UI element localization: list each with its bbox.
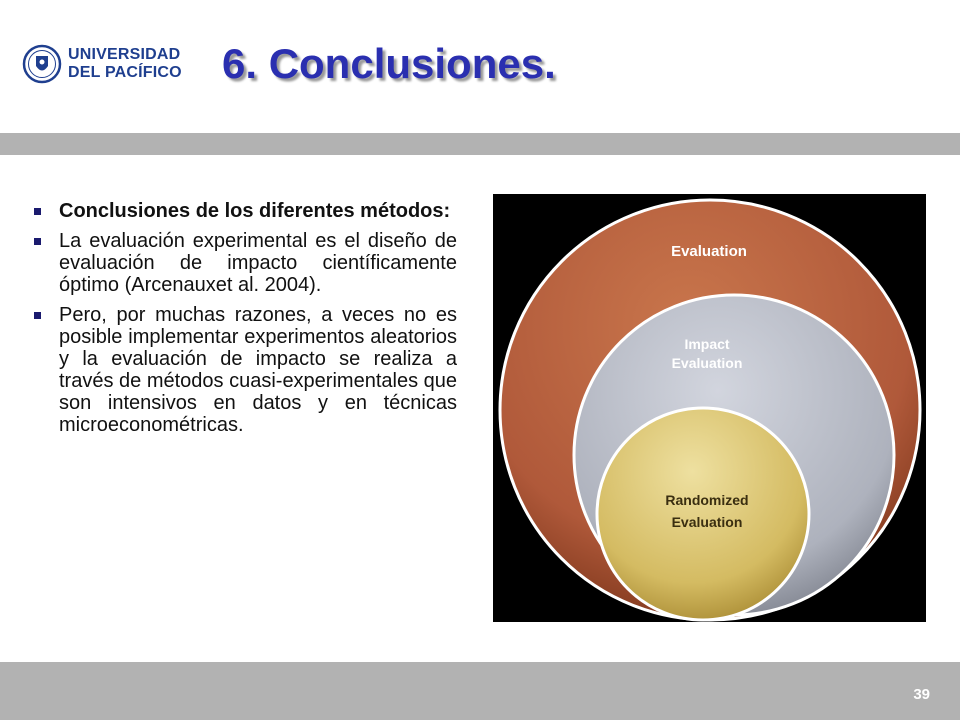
university-name <box>68 46 182 82</box>
footer-bar <box>0 662 960 720</box>
logo-line-2: DEL PACÍFICO <box>68 64 182 81</box>
middle-label-line-2: Evaluation <box>671 355 743 371</box>
square-bullet-icon <box>34 208 41 215</box>
square-bullet-icon <box>34 238 41 245</box>
header-divider-bar <box>0 133 960 155</box>
bullet-text: Pero, por muchas razones, a veces no es posible implementar experimentos aleatorios y la evaluación de impacto se realiza a través de métodos cuasi-experimentales que son intensivos en datos y en técnicas microeconométricas. <box>59 304 457 436</box>
inner-label-line-2: Evaluation <box>671 514 743 530</box>
bullet-text: Conclusiones de los diferentes métodos: <box>59 200 451 222</box>
bullet-item-quasi-experimental <box>34 304 457 436</box>
square-bullet-icon <box>34 312 41 319</box>
bullet-item-experimental <box>34 230 457 296</box>
slide-title: 6. Conclusiones. <box>222 40 556 87</box>
university-logo <box>22 43 182 85</box>
bullet-item-heading <box>34 200 457 222</box>
outer-label: Evaluation <box>671 243 747 260</box>
middle-label-line-1: Impact <box>684 336 730 352</box>
logo-line-1: UNIVERSIDAD <box>68 46 181 63</box>
evaluation-nested-circles-diagram <box>493 194 926 622</box>
inner-label-line-1: Randomized <box>665 492 749 508</box>
bullet-list <box>34 200 457 444</box>
page-number: 39 <box>913 686 930 703</box>
bullet-text: La evaluación experimental es el diseño de evaluación de impacto científicamente óptimo (Arcenauxet al. 2004). <box>59 230 457 296</box>
university-seal-icon <box>22 43 62 85</box>
